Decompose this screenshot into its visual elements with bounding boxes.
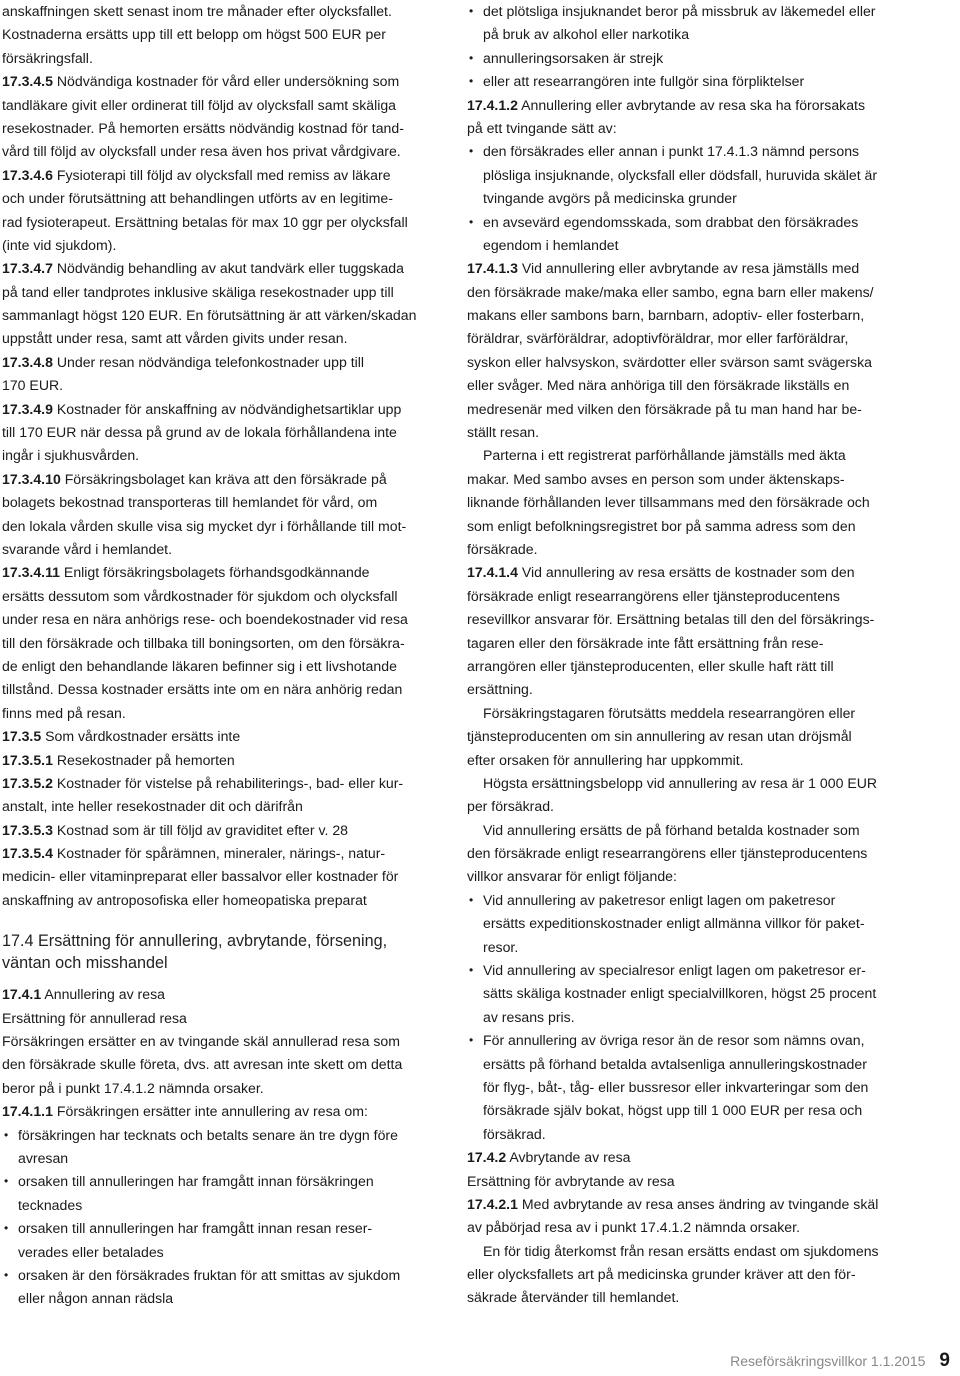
line-text: Vid annullering av specialresor enligt lagen om paketresor er-	[483, 962, 866, 979]
text-line	[2, 117, 442, 140]
line-text: verades eller betalades	[18, 1243, 164, 1260]
text-line	[2, 865, 442, 888]
line-text: anskaffning av antroposofiska eller homeopatiska preparat	[2, 891, 367, 908]
text-line	[467, 327, 915, 350]
clause-start-line	[467, 1146, 915, 1169]
text-line	[467, 187, 915, 210]
line-text: En för tidig återkomst från resan ersätts endast om sjukdomens	[483, 1242, 879, 1259]
text-line	[2, 327, 442, 350]
line-text: Vid annullering av paketresor enligt lagen om paketresor	[483, 891, 836, 908]
text-line	[2, 281, 442, 304]
line-text: Försäkringstagaren förutsätts meddela researrangören eller	[483, 704, 856, 721]
text-line	[2, 23, 442, 46]
line-text: tecknades	[18, 1196, 83, 1213]
line-text: av resans pris.	[483, 1008, 575, 1025]
text-line	[467, 398, 915, 421]
line-text: Kostnader för spårämnen, mineraler, närings-, natur-	[52, 845, 386, 862]
line-text: det plötsliga insjuknandet beror på missbruk av läkemedel eller	[483, 3, 876, 19]
text-line	[2, 94, 442, 117]
line-text: för flyg-, båt-, tåg- eller bussresor eller inkvarteringar som den	[483, 1078, 869, 1095]
text-line	[467, 421, 915, 444]
clause-start-line	[2, 749, 442, 772]
bullet-item	[467, 0, 915, 23]
text-line	[467, 1263, 915, 1286]
line-text: egendom i hemlandet	[483, 236, 619, 253]
text-line	[467, 234, 915, 257]
heading-line: 17.4 Ersättning för annullering, avbrytande, försening,	[2, 932, 388, 951]
line-text: Vid annullering ersätts de på förhand betalda kostnader som	[483, 821, 860, 838]
clause-number: 17.3.4.6	[2, 166, 53, 183]
line-text: orsaken är den försäkrades fruktan för att smittas av sjukdom	[18, 1266, 401, 1283]
line-text: uppstått under resa, samt att vården givits under resan.	[2, 330, 348, 347]
line-text: resor.	[483, 938, 519, 955]
line-text: liknande förhållanden lever tillsammans med den försäkrade och	[467, 494, 870, 511]
text-line	[467, 795, 915, 818]
clause-start-line	[467, 1193, 915, 1216]
text-line	[467, 702, 915, 725]
line-text: den försäkrade enligt researrangörens eller tjänsteproducentens	[467, 845, 868, 862]
line-text: Försäkringen ersätter en av tvingande skäl annullerad resa som	[2, 1033, 400, 1050]
text-line	[2, 678, 442, 701]
text-line	[2, 421, 442, 444]
page-number: 9	[939, 1350, 950, 1371]
line-text: ersätts på förhand betalda avtalsenliga annulleringskostnader	[483, 1055, 867, 1072]
text-line	[467, 1053, 915, 1076]
line-text: (inte vid sjukdom).	[2, 236, 117, 253]
text-line	[2, 585, 442, 608]
line-text: Vid annullering av resa ersätts de kostnader som den	[517, 564, 855, 581]
line-text: Ersättning för annullerad resa	[2, 1009, 187, 1026]
clause-number: 17.3.5.1	[2, 751, 53, 768]
text-line	[2, 304, 442, 327]
line-text: villkor ansvarar för enligt följande:	[467, 868, 677, 885]
text-line	[2, 0, 442, 23]
line-text: sätts skäliga kostnader enligt specialvillkoren, högst 25 procent	[483, 985, 877, 1002]
line-text: Försäkringen ersätter inte annullering av resa om:	[52, 1103, 368, 1120]
line-text: tandläkare givit eller ordinerat till följd av olycksfall samt skäliga	[2, 96, 397, 113]
clause-number: 17.3.5.2	[2, 774, 53, 791]
clause-start-line	[2, 819, 442, 842]
line-text: resevillkor ansvarar för. Ersättning betalas till den del försäkrings-	[467, 611, 875, 628]
text-line	[467, 374, 915, 397]
line-text: till 170 EUR när dessa på grund av de lokala förhållandena inte	[2, 424, 397, 441]
clause-number: 17.4.1.2	[467, 96, 518, 113]
spacer	[2, 974, 442, 983]
line-text: tvingande avgörs på medicinska grunder	[483, 190, 737, 207]
text-line	[467, 982, 915, 1005]
clause-number: 17.3.5.4	[2, 845, 53, 862]
text-line	[467, 117, 915, 140]
line-text: sammanlagt högst 120 EUR. En förutsättning är att värken/skadan	[2, 307, 417, 324]
bullet-item	[2, 1124, 442, 1147]
clause-start-line	[467, 257, 915, 280]
clause-start-line	[2, 164, 442, 187]
text-line	[467, 1006, 915, 1029]
clause-number: 17.4.1.4	[467, 564, 518, 581]
line-text: Parterna i ett registrerat parförhållande jämställs med äkta	[483, 447, 846, 464]
text-line	[2, 1147, 442, 1170]
text-line	[467, 1240, 915, 1263]
line-text: bolagets bekostnad transporteras till hemlandet för vård, om	[2, 494, 378, 511]
line-text: försäkrade.	[467, 540, 538, 557]
text-line	[467, 538, 915, 561]
text-line	[467, 1216, 915, 1239]
line-text: som enligt befolkningsregistret bor på samma adress som den	[467, 517, 856, 534]
text-line	[467, 515, 915, 538]
clause-number: 17.3.5.3	[2, 821, 53, 838]
clause-start-line	[2, 351, 442, 374]
line-text: syskon eller halvsyskon, svärdotter eller svärson samt svägerska	[467, 353, 872, 370]
text-line	[2, 234, 442, 257]
text-line	[467, 655, 915, 678]
clause-start-line	[2, 398, 442, 421]
line-text: ingår i sjukhusvården.	[2, 447, 140, 464]
clause-number: 17.3.4.8	[2, 353, 53, 370]
text-line	[467, 164, 915, 187]
bullet-item	[2, 1264, 442, 1287]
line-text: försäkringsfall.	[2, 49, 93, 66]
text-line	[2, 140, 442, 163]
line-text: per försäkrad.	[467, 798, 554, 815]
text-line	[467, 632, 915, 655]
text-line	[2, 655, 442, 678]
clause-number: 17.3.4.10	[2, 470, 61, 487]
heading-line: väntan och misshandel	[2, 954, 168, 973]
clause-number: 17.4.2.1	[467, 1195, 518, 1212]
text-line	[2, 1030, 442, 1053]
line-text: efter orsaken för annullering har uppkommit.	[467, 751, 744, 768]
text-line	[2, 1053, 442, 1076]
text-line	[2, 515, 442, 538]
line-text: För annullering av övriga resor än de resor som nämns ovan,	[483, 1032, 865, 1049]
text-line	[467, 491, 915, 514]
text-line	[2, 47, 442, 70]
text-line	[467, 865, 915, 888]
line-text: avresan	[18, 1149, 69, 1166]
line-text: ställt resan.	[467, 424, 540, 441]
line-text: Högsta ersättningsbelopp vid annullering av resa är 1 000 EUR	[483, 774, 878, 791]
text-line	[467, 468, 915, 491]
line-text: den lokala vården skulle visa sig mycket dyr i förhållande till mot-	[2, 517, 407, 534]
clause-number: 17.4.1.3	[467, 260, 518, 277]
line-text: till den försäkrade och tillbaka till boningsorten, om den försäkra-	[2, 634, 405, 651]
text-line	[467, 912, 915, 935]
clause-number: 17.3.4.11	[2, 564, 60, 581]
text-line	[467, 1123, 915, 1146]
bullet-item	[467, 1029, 915, 1052]
line-text: anstalt, inte heller resekostnader dit och därifrån	[2, 798, 303, 815]
text-line	[467, 608, 915, 631]
line-text: orsaken till annulleringen har framgått innan försäkringen	[18, 1173, 374, 1190]
line-text: arrangören eller tjänsteproducenten, eller skulle haft rätt till	[467, 657, 834, 674]
text-line	[2, 538, 442, 561]
clause-start-line	[2, 468, 442, 491]
text-line	[2, 187, 442, 210]
bullet-item	[2, 1217, 442, 1240]
line-text: eller att researrangören inte fullgör sina förpliktelser	[483, 73, 805, 90]
line-text: den försäkrades eller annan i punkt 17.4.1.3 nämnd persons	[483, 143, 860, 160]
line-text: finns med på resan.	[2, 704, 126, 721]
line-text: medresenär med vilken den försäkrade på tu man hand har be-	[467, 400, 862, 417]
line-text: tagaren eller den försäkrade inte fått ersättning från rese-	[467, 634, 824, 651]
text-line	[467, 351, 915, 374]
clause-number: 17.4.2	[467, 1149, 507, 1166]
line-text: vård till följd av olycksfall under resa även hos privat vårdgivare.	[2, 143, 401, 160]
clause-number: 17.3.4.7	[2, 260, 53, 277]
text-line	[467, 1076, 915, 1099]
bullet-item	[2, 1170, 442, 1193]
line-text: den försäkrade make/maka eller sambo, egna barn eller makens/	[467, 283, 874, 300]
line-text: försäkrad.	[483, 1125, 546, 1142]
text-line	[467, 725, 915, 748]
line-text: på ett tvingande sätt av:	[467, 119, 617, 136]
text-line	[2, 702, 442, 725]
text-line	[2, 632, 442, 655]
line-text: tjänsteproducenten om sin annullering av resan utan dröjsmål	[467, 728, 852, 745]
text-line	[2, 1077, 442, 1100]
line-text: försäkrade själv bokat, högst upp till 1 000 EUR per resa och	[483, 1102, 863, 1119]
clause-start-line	[467, 94, 915, 117]
text-line	[2, 1194, 442, 1217]
text-line	[2, 491, 442, 514]
text-line	[467, 749, 915, 772]
bullet-item	[467, 959, 915, 982]
clause-number: 17.3.4.5	[2, 73, 53, 90]
text-line	[467, 1286, 915, 1309]
line-text: makans eller sambons barn, barnbarn, adoptiv- eller fosterbarn,	[467, 307, 865, 324]
line-text: Enligt försäkringsbolagets förhandsgodkännande	[60, 564, 370, 581]
spacer	[2, 912, 442, 921]
line-text: försäkrade enligt researrangörens eller tjänsteproducentens	[467, 587, 840, 604]
right-column	[467, 0, 915, 1310]
line-text: ersättning.	[467, 681, 533, 698]
bullet-item	[467, 211, 915, 234]
clause-start-line	[2, 257, 442, 280]
line-text: Nödvändig behandling av akut tandvärk eller tuggskada	[52, 260, 404, 277]
text-line	[467, 444, 915, 467]
clause-start-line	[2, 725, 442, 748]
line-text: svarande vård i hemlandet.	[2, 540, 173, 557]
line-text: ersätts dessutom som vårdkostnader för sjukdom och olycksfall	[2, 587, 398, 604]
footer-title: Reseförsäkringsvillkor 1.1.2015	[730, 1353, 926, 1369]
line-text: Fysioterapi till följd av olycksfall med remiss av läkare	[52, 166, 391, 183]
line-text: Kostnad som är till följd av graviditet efter v. 28	[52, 821, 349, 838]
line-text: eller någon annan rädsla	[18, 1290, 174, 1307]
text-line	[467, 819, 915, 842]
bullet-item	[467, 889, 915, 912]
text-line	[2, 444, 442, 467]
line-text: annulleringsorsaken är strejk	[483, 49, 664, 66]
clause-number: 17.3.4.9	[2, 400, 53, 417]
line-text: medicin- eller vitaminpreparat eller bassalvor eller kostnader för	[2, 868, 399, 885]
line-text: av påbörjad resa av i punkt 17.4.1.2 nämnda orsaker.	[467, 1219, 800, 1236]
line-text: orsaken till annulleringen har framgått innan resan reser-	[18, 1220, 373, 1237]
clause-number: 17.4.1.1	[2, 1103, 53, 1120]
line-text: eller svåger. Med nära anhöriga till den försäkrade likställs en	[467, 377, 850, 394]
line-text: makar. Med sambo avses en person som under äktenskaps-	[467, 470, 845, 487]
line-text: ersätts expeditionskostnader enligt allmänna villkor för paket-	[483, 915, 865, 932]
text-line	[2, 211, 442, 234]
clause-start-line	[2, 842, 442, 865]
line-text: Kostnader för vistelse på rehabiliterings-, bad- eller kur-	[52, 774, 404, 791]
clause-number: 17.3.5	[2, 728, 42, 745]
text-line	[2, 1241, 442, 1264]
text-line	[2, 1007, 442, 1030]
line-text: på tand eller tandprotes inklusive skäliga resekostnader upp till	[2, 283, 394, 300]
clause-start-line	[467, 561, 915, 584]
line-text: Annullering eller avbrytande av resa ska ha förorsakats	[517, 96, 866, 113]
line-text: Avbrytande av resa	[506, 1149, 631, 1166]
text-line	[467, 23, 915, 46]
line-text: de enligt den behandlande läkaren befinner sig i ett livshotande	[2, 657, 397, 674]
section-heading	[2, 930, 442, 974]
text-line	[2, 795, 442, 818]
line-text: tillstånd. Dessa kostnader ersätts inte om en nära anhörig redan	[2, 681, 403, 698]
clause-start-line	[2, 772, 442, 795]
line-text: Ersättning för avbrytande av resa	[467, 1172, 675, 1189]
line-text: under resa en nära anhörigs rese- och boendekostnader vid resa	[2, 611, 408, 628]
line-text: rad fysioterapeut. Ersättning betalas för max 10 ggr per olycksfall	[2, 213, 408, 230]
clause-start-line	[2, 70, 442, 93]
line-text: en avsevärd egendomsskada, som drabbat den försäkrades	[483, 213, 859, 230]
text-line	[2, 608, 442, 631]
bullet-item	[467, 70, 915, 93]
line-text: anskaffningen skett senast inom tre månader efter olycksfallet.	[2, 3, 392, 19]
line-text: Annullering av resa	[41, 986, 165, 1003]
line-text: Vid annullering eller avbrytande av resa jämställs med	[517, 260, 860, 277]
bullet-item	[467, 140, 915, 163]
line-text: Under resan nödvändiga telefonkostnader upp till	[52, 353, 365, 370]
clause-start-line	[2, 561, 442, 584]
line-text: säkrade återvänder till hemlandet.	[467, 1289, 680, 1306]
line-text: resekostnader. På hemorten ersätts nödvändig kostnad för tand-	[2, 119, 404, 136]
text-line	[467, 1170, 915, 1193]
text-line	[2, 1287, 442, 1310]
text-line	[2, 374, 442, 397]
line-text: 170 EUR.	[2, 377, 64, 394]
line-text: Försäkringsbolaget kan kräva att den försäkrade på	[60, 470, 387, 487]
left-column	[2, 0, 442, 1311]
line-text: Som vårdkostnader ersätts inte	[41, 728, 241, 745]
text-line	[467, 772, 915, 795]
line-text: den försäkrade skulle företa, dvs. att avresan inte skett om detta	[2, 1056, 403, 1073]
line-text: eller olycksfallets art på medicinska grunder kräver att den för-	[467, 1266, 856, 1283]
bullet-item	[467, 47, 915, 70]
clause-start-line	[2, 1100, 442, 1123]
line-text: plösliga insjuknande, olycksfall eller dödsfall, huruvida skälet är	[483, 166, 878, 183]
text-line	[467, 281, 915, 304]
text-line	[467, 842, 915, 865]
line-text: Kostnaderna ersätts upp till ett belopp om högst 500 EUR per	[2, 26, 386, 43]
line-text: Med avbrytande av resa anses ändring av tvingande skäl	[517, 1195, 879, 1212]
line-text: föräldrar, svärföräldrar, adoptivföräldrar, mor eller farföräldrar,	[467, 330, 849, 347]
text-line	[467, 304, 915, 327]
text-line	[467, 1099, 915, 1122]
page-footer	[730, 1350, 950, 1372]
clause-start-line	[2, 983, 442, 1006]
line-text: på bruk av alkohol eller narkotika	[483, 26, 690, 43]
text-line	[467, 678, 915, 701]
line-text: Resekostnader på hemorten	[52, 751, 235, 768]
line-text: försäkringen har tecknats och betalts senare än tre dygn före	[18, 1126, 398, 1143]
text-line	[2, 889, 442, 912]
clause-number: 17.4.1	[2, 986, 42, 1003]
text-line	[467, 585, 915, 608]
text-line	[467, 936, 915, 959]
line-text: Nödvändiga kostnader för vård eller undersökning som	[52, 73, 400, 90]
line-text: beror på i punkt 17.4.1.2 nämnda orsaker.	[2, 1079, 264, 1096]
line-text: och under förutsättning att behandlingen utförts av en legitime-	[2, 190, 393, 207]
line-text: Kostnader för anskaffning av nödvändighetsartiklar upp	[52, 400, 402, 417]
